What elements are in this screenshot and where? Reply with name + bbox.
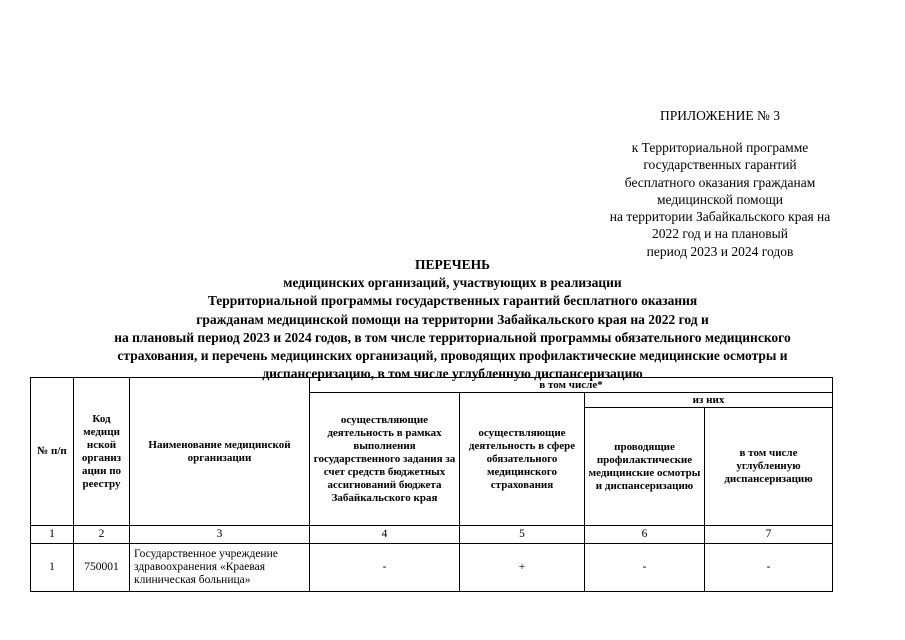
organizations-table <box>30 377 833 592</box>
heading-line: на плановый период 2023 и 2024 годов, в том числе территориальной программы обязательного медицинского <box>114 329 791 345</box>
heading-line: гражданам медицинской помощи на территории Забайкальского края на 2022 год и <box>196 311 709 327</box>
row-organization-name: Государственное учреждение здравоохранения «Краевая клиническая больница» <box>130 544 310 592</box>
header-name: Наименование медицинской организации <box>130 378 310 526</box>
header-code: Код медици нской организ ации по реестру <box>74 378 130 526</box>
appendix-line: государственных гарантий <box>643 157 797 173</box>
row-preventive-mark: - <box>585 544 705 592</box>
header-budget: осуществляющие деятельность в рамках выполнения государственного задания за счет средств бюджетных ассигнований бюджета Забайкальского края <box>310 393 460 526</box>
table-row <box>31 544 833 592</box>
heading-line: страхования, и перечень медицинских организаций, проводящих профилактические медицинские осмотры и <box>117 348 788 364</box>
row-code: 750001 <box>74 544 130 592</box>
column-number: 6 <box>585 526 705 544</box>
column-number: 3 <box>130 526 310 544</box>
column-number: 1 <box>31 526 74 544</box>
row-budget-mark: - <box>310 544 460 592</box>
appendix-line: бесплатного оказания гражданам <box>624 174 816 190</box>
column-number: 7 <box>705 526 833 544</box>
column-number: 2 <box>74 526 130 544</box>
heading-line: диспансеризацию, в том числе углубленную диспансеризацию <box>262 366 643 382</box>
header-of-them: из них <box>585 393 833 408</box>
heading-line: Территориальной программы государственных гарантий бесплатного оказания <box>207 293 698 309</box>
appendix-line: на территории Забайкальского края на <box>609 209 831 225</box>
header-in-depth: в том числе углубленную диспансеризацию <box>705 408 833 526</box>
heading-line: медицинских организаций, участвующих в реализации <box>283 275 622 291</box>
column-number: 4 <box>310 526 460 544</box>
row-in-depth-mark: - <box>705 544 833 592</box>
row-oms-mark: + <box>460 544 585 592</box>
header-including: в том числе* <box>310 378 833 393</box>
appendix-line: период 2023 и 2024 годов <box>646 243 794 259</box>
appendix-title: ПРИЛОЖЕНИЕ № 3 <box>659 108 781 123</box>
column-number: 5 <box>460 526 585 544</box>
heading-title: ПЕРЕЧЕНЬ <box>414 257 491 272</box>
appendix-subtitle <box>560 139 880 260</box>
appendix-line: к Территориальной программе <box>631 140 809 155</box>
appendix-line: 2022 год и на плановый <box>652 226 788 242</box>
document-heading <box>0 256 905 383</box>
column-numbers-row <box>31 526 833 544</box>
header-number: № п/п <box>31 378 74 526</box>
header-preventive: проводящие профилактические медицинские осмотры и диспансеризацию <box>585 408 705 526</box>
header-oms: осуществляющие деятельность в сфере обязательного медицинского страхования <box>460 393 585 526</box>
row-number: 1 <box>31 544 74 592</box>
appendix-line: медицинской помощи <box>657 191 783 207</box>
